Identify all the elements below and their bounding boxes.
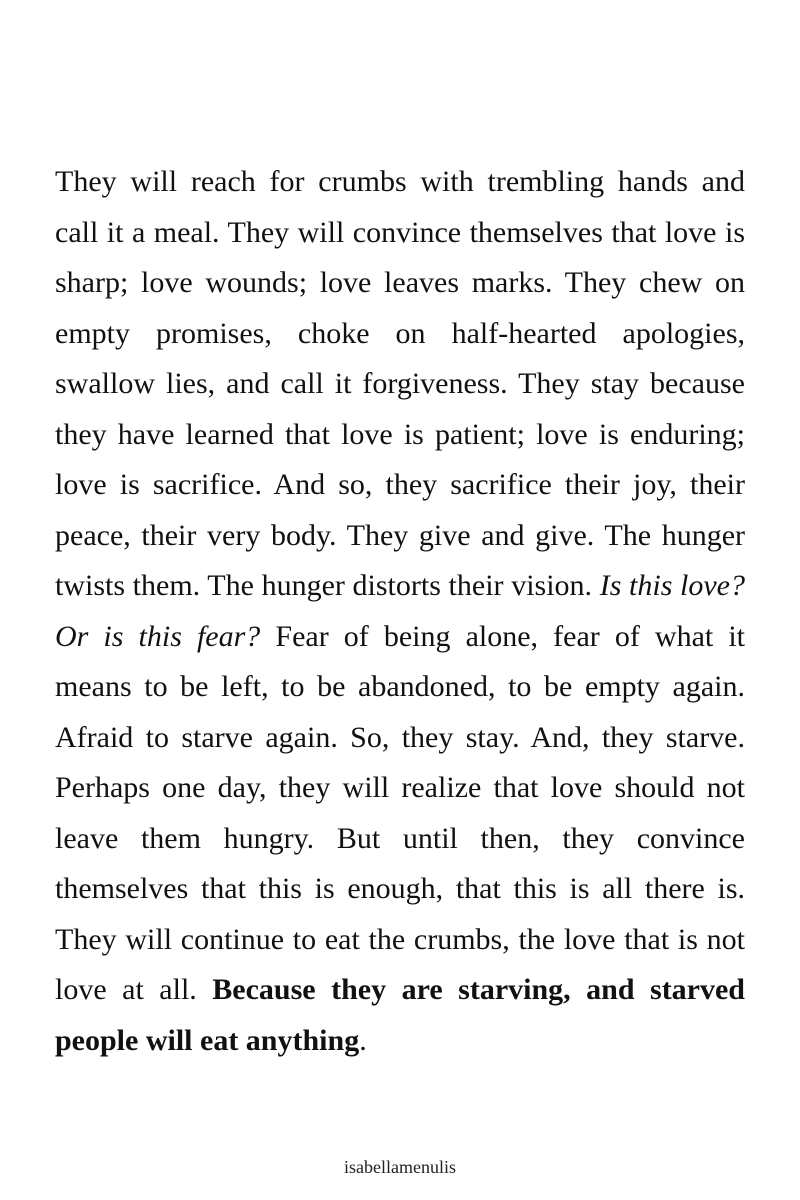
bold-ending: Because they are starving, and starved people will eat anything xyxy=(55,973,745,1057)
poem-text xyxy=(55,157,745,1066)
poem-part-2: Fear of being alone, fear of what it means to be left, to be abandoned, to be empty again. Afraid to starve again. So, they stay. And, they starve. Perhaps one day, they will realize that love should not leave them hungry. But until then, they convince themselves that this is enough, that this is all there is. They will continue to eat the crumbs, the love that is not love at all. xyxy=(55,619,746,1006)
final-period: . xyxy=(359,1023,367,1057)
italic-question: Is this love? Or is this fear? xyxy=(55,569,745,653)
poem-part-1: They will reach for crumbs with trembling hands and call it a meal. They will convince themselves that love is sharp; love wounds; love leaves marks. They chew on empty promises, choke on half-hearted apologies, swallow lies, and call it forgiveness. They stay because they have learned that love is patient; love is enduring; love is sacrifice. And so, they sacrifice their joy, their peace, their very body. They give and give. The hunger twists them. The hunger distorts their vision. xyxy=(55,165,745,602)
author-handle: isabellamenulis xyxy=(344,1157,456,1177)
